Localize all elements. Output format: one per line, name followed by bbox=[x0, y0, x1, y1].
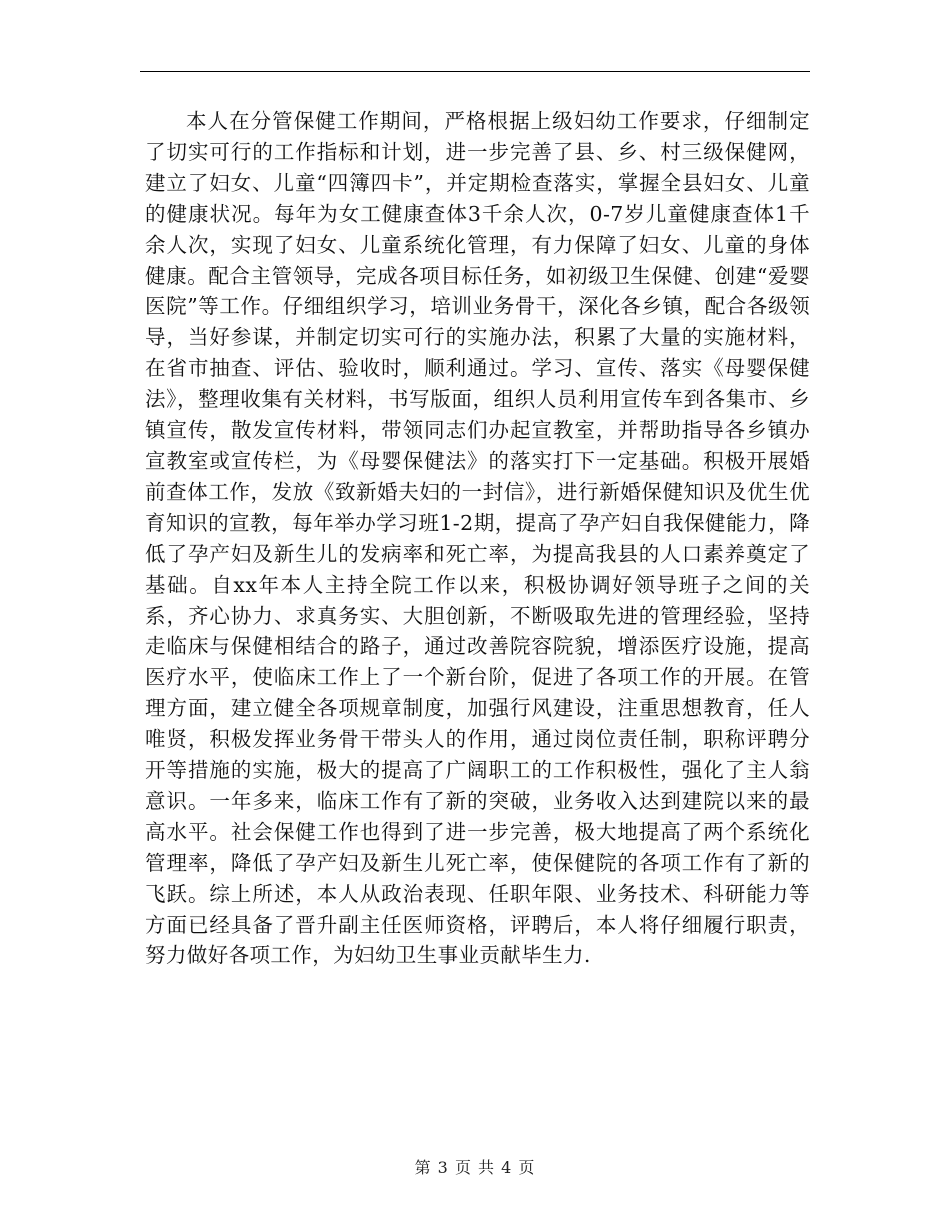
body-paragraph: 本人在分管保健工作期间，严格根据上级妇幼工作要求，仔细制定了切实可行的工作指标和计划，进一步完善了县、乡、村三级保健网，建立了妇女、儿童“四簿四卡”，并定期检查落实，掌握全县妇女、儿童的健康状况。每年为女工健康查体3千余人次，0-7岁儿童健康查体1千余人次，实现了妇女、儿童系统化管理，有力保障了妇女、儿童的身体健康。配合主管领导，完成各项目标任务，如初级卫生保健、创建“爱婴医院”等工作。仔细组织学习，培训业务骨干，深化各乡镇，配合各级领导，当好参谋，并制定切实可行的实施办法，积累了大量的实施材料，在省市抽查、评估、验收时，顺利通过。学习、宣传、落实《母婴保健法》，整理收集有关材料，书写版面，组织人员利用宣传车到各集市、乡镇宣传，散发宣传材料，带领同志们办起宣教室，并帮助指导各乡镇办宣教室或宣传栏，为《母婴保健法》的落实打下一定基础。积极开展婚前查体工作，发放《致新婚夫妇的一封信》，进行新婚保健知识及优生优育知识的宣教，每年举办学习班1-2期，提高了孕产妇自我保健能力，降低了孕产妇及新生儿的发病率和死亡率，为提高我县的人口素养奠定了基础。自xx年本人主持全院工作以来，积极协调好领导班子之间的关系，齐心协力、求真务实、大胆创新，不断吸取先进的管理经验，坚持走临床与保健相结合的路子，通过改善院容院貌，增添医疗设施，提高医疗水平，使临床工作上了一个新台阶，促进了各项工作的开展。在管理方面，建立健全各项规章制度，加强行风建设，注重思想教育，任人唯贤，积极发挥业务骨干带头人的作用，通过岗位责任制，职称评聘分开等措施的实施，极大的提高了广阔职工的工作积极性，强化了主人翁意识。一年多来，临床工作有了新的突破，业务收入达到建院以来的最高水平。社会保健工作也得到了进一步完善，极大地提高了两个系统化管理率，降低了孕产妇及新生儿死亡率，使保健院的各项工作有了新的飞跃。综上所述，本人从政治表现、任职年限、业务技术、科研能力等方面已经具备了晋升副主任医师资格，评聘后，本人将仔细履行职责，努力做好各项工作，为妇幼卫生事业贡献毕生力. bbox=[145, 109, 810, 968]
document-body bbox=[145, 106, 810, 971]
page-number-footer: 第 3 页 共 4 页 bbox=[414, 1158, 536, 1177]
header-rule bbox=[140, 71, 810, 72]
